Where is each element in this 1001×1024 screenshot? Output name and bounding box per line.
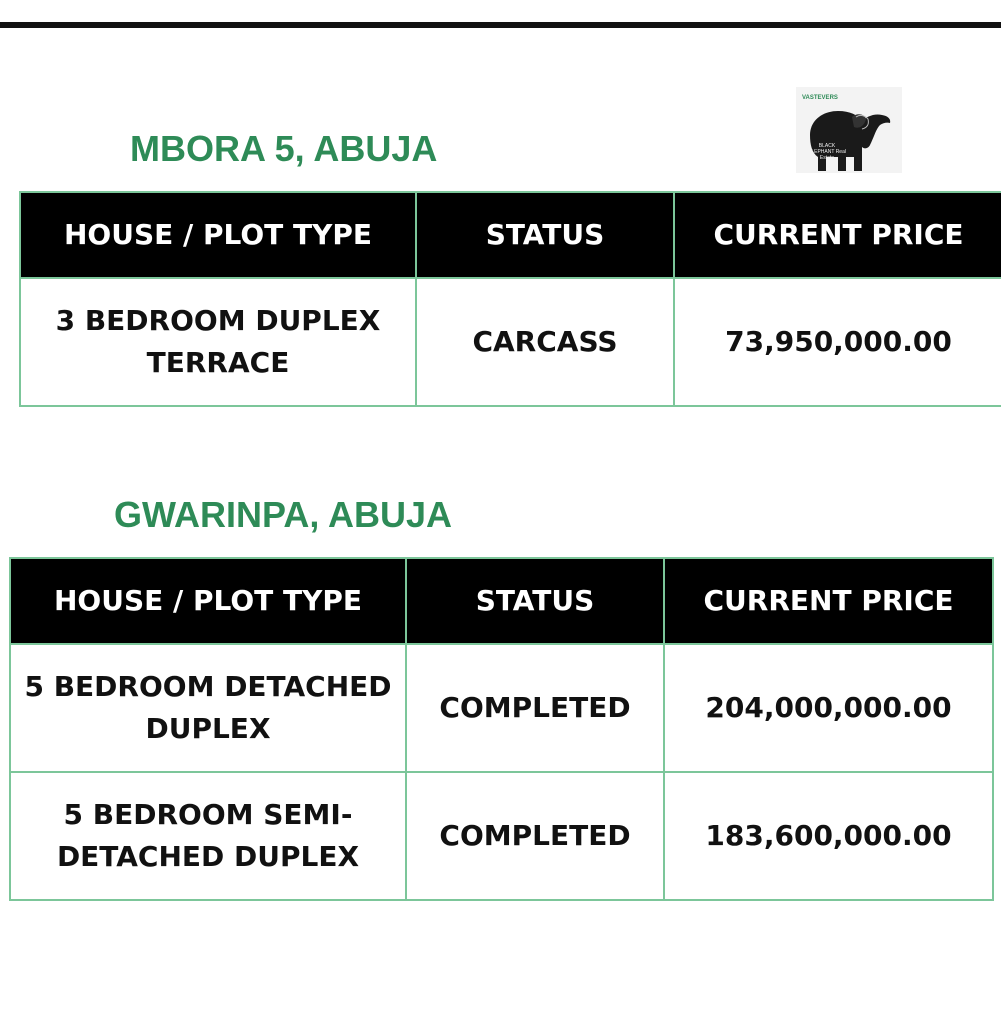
logo-brand-text: VASTEVERS [802, 95, 838, 101]
cell-house-type: 5 BEDROOM DETACHED DUPLEX [10, 644, 406, 772]
column-header-price: CURRENT PRICE [674, 192, 1001, 278]
cell-status: CARCASS [416, 278, 674, 406]
cell-house-type: 5 BEDROOM SEMI-DETACHED DUPLEX [10, 772, 406, 900]
column-header-type: HOUSE / PLOT TYPE [20, 192, 416, 278]
cell-price: 73,950,000.00 [674, 278, 1001, 406]
section-title-mbora: MBORA 5, ABUJA [130, 128, 438, 169]
table-row [10, 772, 993, 900]
cell-status: COMPLETED [406, 644, 664, 772]
table-row [10, 644, 993, 772]
column-header-status: STATUS [416, 192, 674, 278]
column-header-type: HOUSE / PLOT TYPE [10, 558, 406, 644]
section-title-gwarinpa: GWARINPA, ABUJA [114, 494, 453, 535]
price-table-gwarinpa [9, 557, 994, 901]
column-header-status: STATUS [406, 558, 664, 644]
table-header-row [10, 558, 993, 644]
cell-status: COMPLETED [406, 772, 664, 900]
company-logo [796, 87, 902, 173]
price-table-mbora [19, 191, 1001, 407]
table-row [20, 278, 1001, 406]
table-header-row [20, 192, 1001, 278]
column-header-price: CURRENT PRICE [664, 558, 993, 644]
cell-house-type: 3 BEDROOM DUPLEX TERRACE [20, 278, 416, 406]
logo-name-text: BLACK ELEPHANT Real Estate [808, 143, 846, 161]
cell-price: 183,600,000.00 [664, 772, 993, 900]
top-divider [0, 22, 1001, 28]
cell-price: 204,000,000.00 [664, 644, 993, 772]
